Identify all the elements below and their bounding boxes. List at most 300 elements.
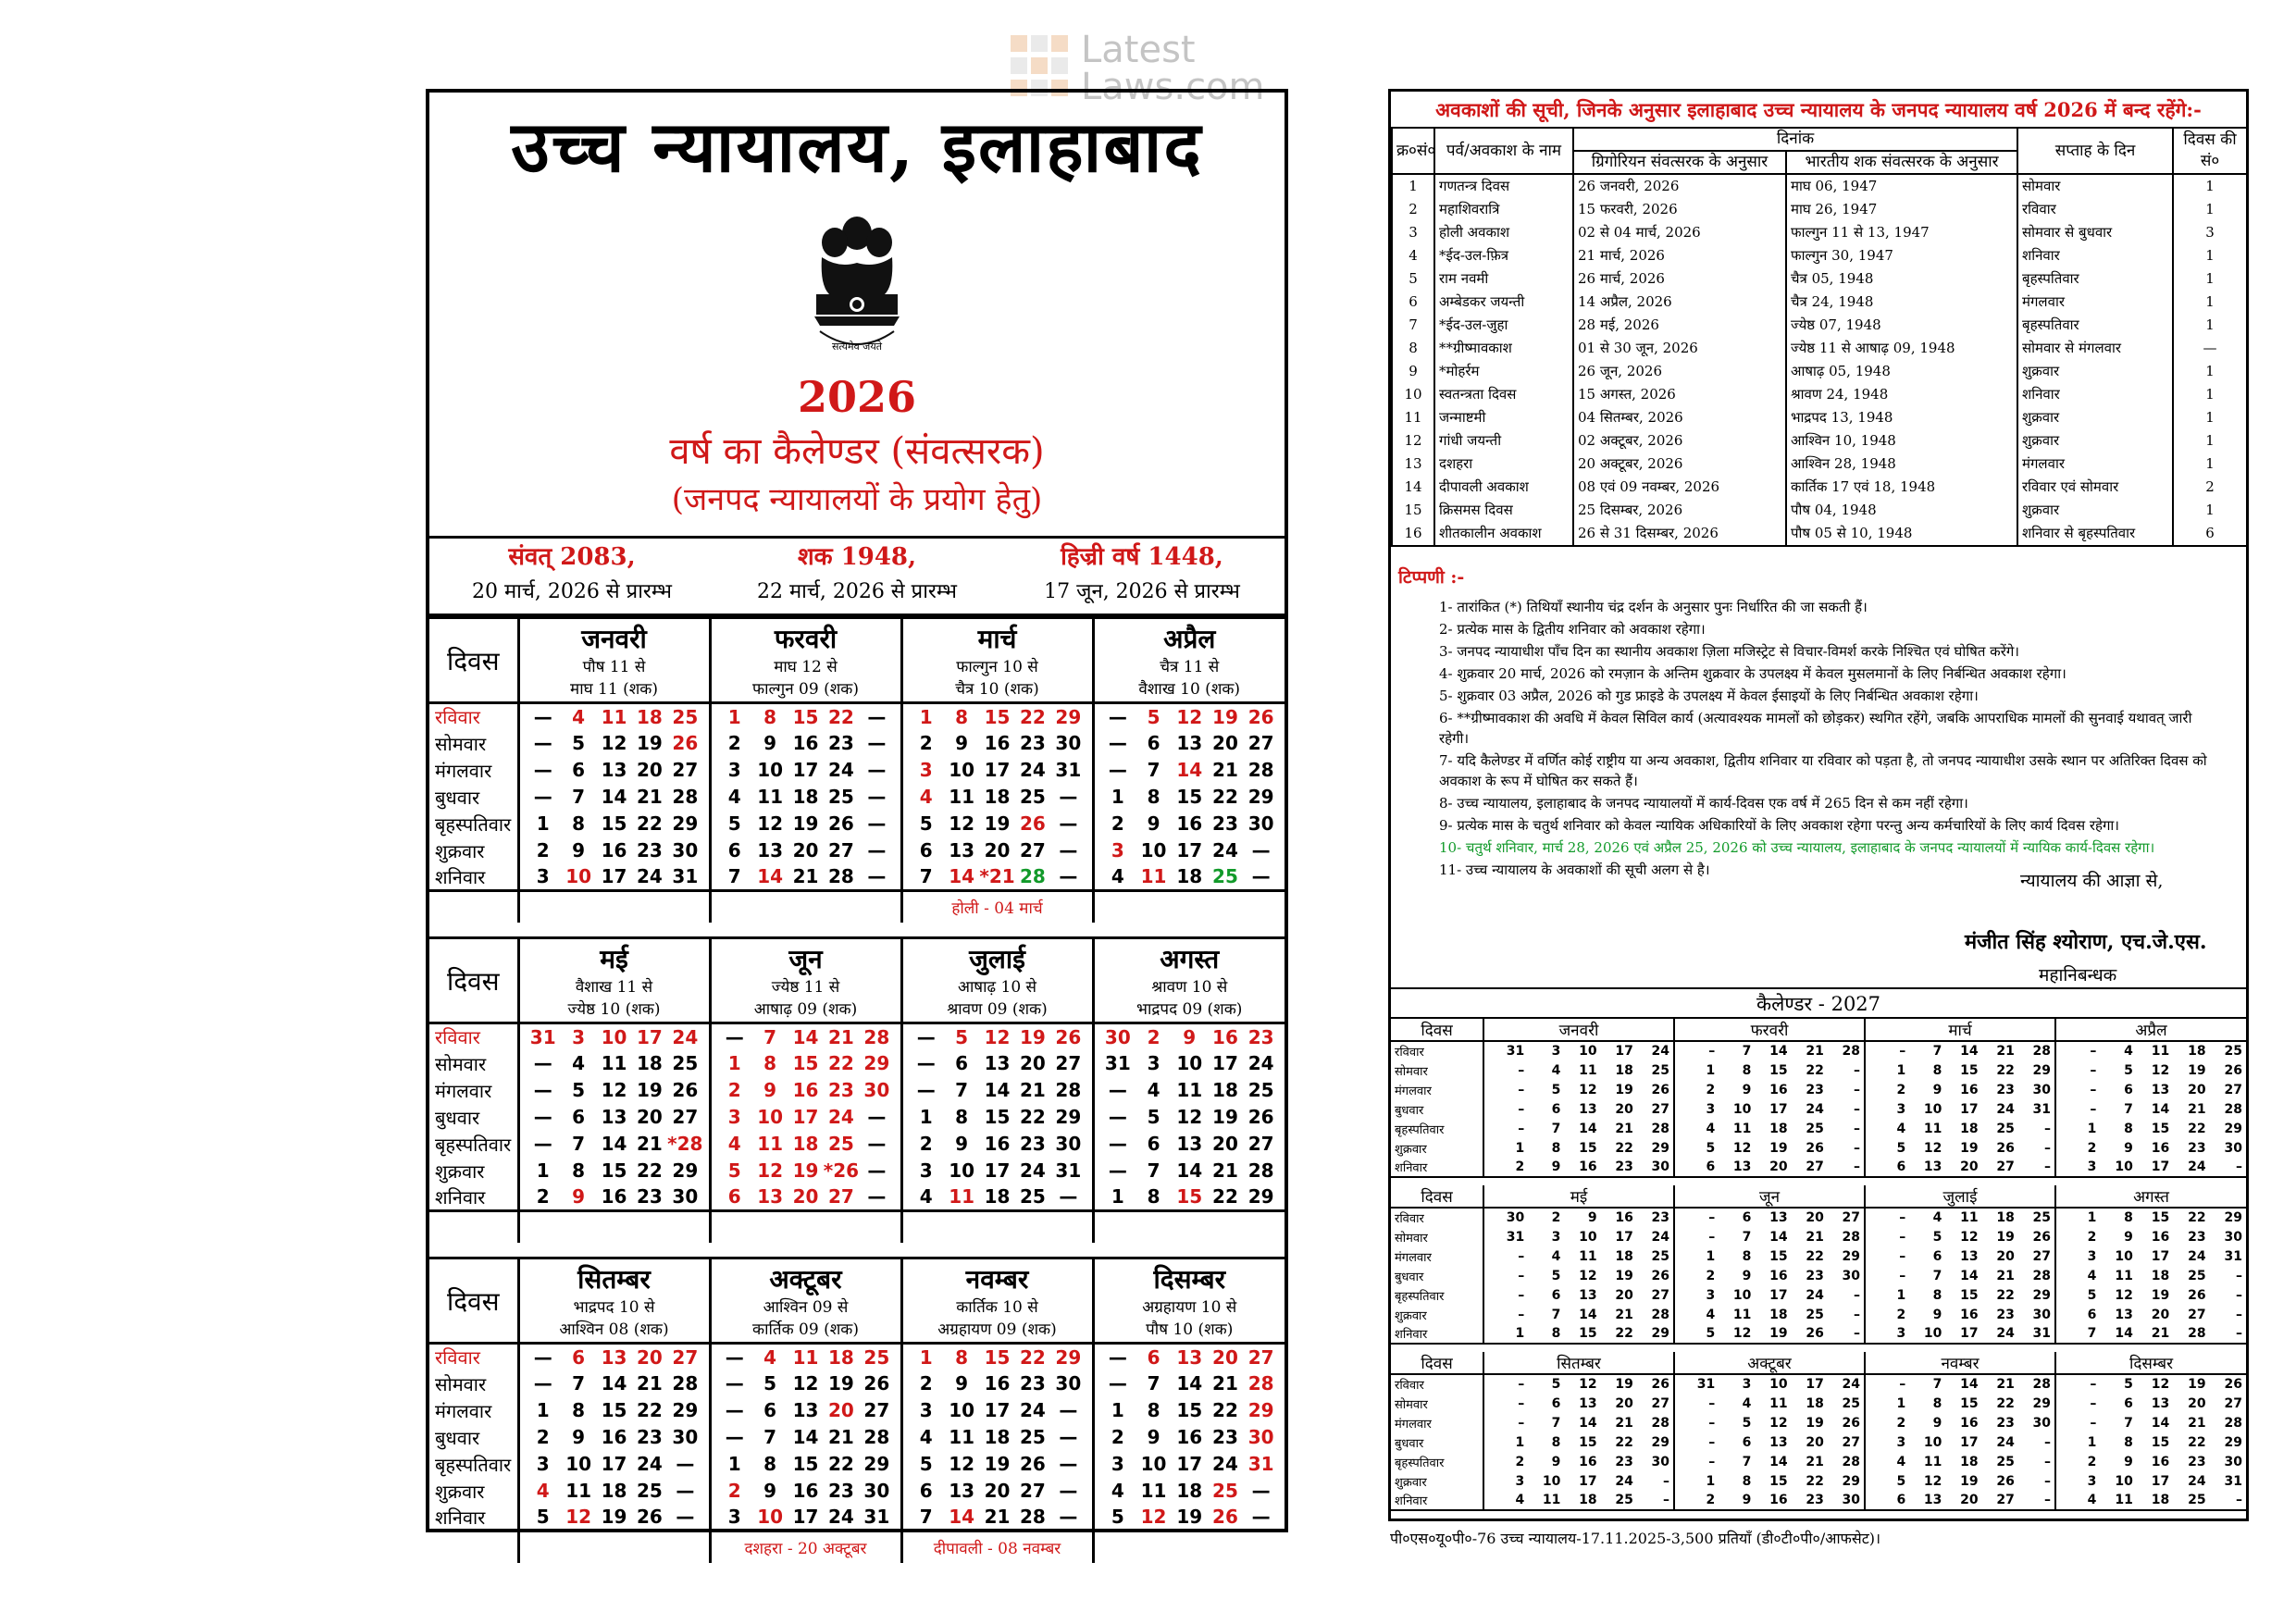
date-cell: 23 [637,1185,663,1209]
week-row [901,1424,1093,1451]
date-cell-2027: 2 [1896,1415,1906,1431]
date-cell: — [725,1426,744,1448]
holiday-serial: 16 [1392,522,1434,546]
date-cell: 20 [1212,1345,1238,1369]
holiday-saka-date: भाद्रपद 13, 1948 [1786,406,2017,429]
date-cell: 31 [672,865,699,888]
date-cell-2027: 12 [1769,1415,1788,1431]
date-cell: 18 [1176,1480,1203,1502]
date-cell: 29 [863,1453,890,1475]
date-cell: 24 [637,865,663,888]
week-row-2027 [1674,1413,1865,1432]
date-cell: 31 [529,1025,556,1048]
week-row-2027 [2055,1471,2246,1491]
date-cell: 1 [919,1345,933,1369]
holiday-gregorian-date: 14 अप्रैल, 2026 [1573,291,1786,314]
date-cell: — [1251,839,1271,862]
holiday-weekday: रविवार [2017,198,2173,221]
month-subtitle: चैत्र 11 से [1160,658,1220,676]
date-cell-2027: 8 [1742,1473,1752,1489]
date-cell-2027: 1 [1706,1062,1716,1078]
date-cell-2027: – [2044,1454,2052,1469]
week-row-2027 [1674,1324,1865,1344]
date-cell-2027: 19 [1960,1473,1979,1489]
date-cell: 8 [955,705,969,728]
holiday-row [1392,221,2247,244]
date-cell-2027: 7 [2087,1326,2097,1341]
date-cell: 3 [919,759,933,781]
week-row-2027 [1865,1208,2055,1227]
date-cell-2027: 31 [2224,1248,2243,1264]
watermark-line2: Laws.com [1081,66,1265,108]
week-row-2027 [2055,1246,2246,1266]
date-cell: 18 [637,705,663,728]
holiday-weekday: बृहस्पतिवार [2017,314,2173,337]
week-row-2027 [2055,1208,2246,1227]
weekday-label: बृहस्पतिवार [1391,1285,1483,1305]
date-cell: 20 [828,1399,854,1421]
date-cell-2027: 23 [1615,1454,1633,1469]
week-row-2027 [1483,1266,1674,1285]
holiday-weekday: शनिवार से बृहस्पतिवार [2017,522,2173,546]
date-cell-2027: 25 [2224,1044,2243,1059]
month-subtitle: माघ 12 से [774,658,838,676]
week-row [901,1184,1093,1211]
date-cell-2027: 30 [1506,1210,1525,1225]
week-row-2027 [1674,1138,1865,1158]
week-row [1093,864,1285,891]
date-cell: — [533,1106,552,1128]
date-cell-2027: 4 [1515,1493,1525,1507]
date-cell-2027: 26 [1996,1140,2015,1156]
date-cell-2027: – [1854,1326,1861,1341]
date-cell: 7 [727,865,741,888]
date-cell-2027: 5 [1742,1415,1752,1431]
date-cell: 11 [1140,865,1167,888]
week-row-2027 [2055,1158,2246,1177]
date-cell-2027: 27 [2224,1082,2243,1097]
date-cell-2027: 2 [1706,1268,1716,1283]
holiday-row [1392,314,2247,337]
holiday-days: 1 [2173,499,2247,522]
date-cell: 15 [984,1106,1011,1128]
date-cell: 30 [1055,732,1082,754]
date-cell-2027: – [2090,1082,2097,1097]
print-footer: पी०एस०यू०पी०-76 उच्च न्यायालय-17.11.2025-3,500 प्रतियाँ (डी०टी०पी०/आफसेट)। [1390,1530,1881,1547]
date-cell-2027: 11 [1923,1454,1942,1469]
date-cell-2027: 5 [1896,1473,1906,1489]
date-cell-2027: 25 [1806,1307,1824,1322]
week-row [710,864,901,891]
date-cell: — [867,759,887,781]
note-item: 5- शुक्रवार 03 अप्रैल, 2026 को गुड फ्राइडे के उपलक्ष्य में केवल ईसाइयों के लिए निर्बन्धित अवकाश रहेगा। [1439,688,1979,704]
date-cell-2027: 14 [1769,1044,1788,1059]
date-cell-2027: 5 [1551,1268,1561,1283]
date-cell: *28 [667,1133,703,1155]
date-cell: 18 [792,786,819,808]
date-cell: 14 [1176,1372,1203,1395]
holiday-days: 1 [2173,429,2247,452]
month-header [1093,1258,1285,1344]
date-cell: 5 [919,1453,933,1475]
week-row-2027 [2055,1227,2246,1246]
date-cell: 3 [572,1025,586,1048]
date-cell-2027: 15 [1579,1140,1597,1156]
week-row-2027 [1674,1041,1865,1060]
date-cell-2027: 26 [1651,1268,1670,1283]
date-cell: 1 [1111,786,1124,808]
date-cell-2027: 20 [1806,1434,1824,1450]
date-cell: 9 [955,1372,969,1395]
date-cell-2027: 22 [1996,1287,2015,1303]
holiday-days: 1 [2173,198,2247,221]
date-cell: 20 [792,1185,819,1209]
holiday-saka-date: कार्तिक 17 एवं 18, 1948 [1786,476,2017,499]
date-cell-2027: 11 [1960,1210,1979,1225]
date-cell: 13 [1176,1345,1203,1369]
month-header [518,938,710,1023]
date-cell: 25 [1212,1480,1238,1502]
date-cell: 22 [637,1399,663,1421]
holiday-gregorian-date: 02 से 04 मार्च, 2026 [1573,221,1786,244]
date-cell: 10 [1140,839,1167,862]
date-cell-2027: 28 [2032,1268,2052,1283]
date-cell: 13 [949,1480,975,1502]
week-row [518,703,710,730]
date-cell-2027: 17 [2151,1159,2170,1174]
date-cell-2027: – [1899,1229,1906,1245]
date-cell-2027: 26 [1842,1415,1861,1431]
note-item: 2- प्रत्येक मास के द्वितीय शनिवार को अवकाश रहेगा। [1439,621,1706,638]
date-cell: 27 [1247,1345,1274,1369]
date-cell-2027: 11 [1732,1307,1752,1322]
date-cell: 25 [637,1480,663,1502]
date-cell: 23 [828,1079,854,1101]
date-cell-2027: 14 [2115,1326,2133,1341]
date-cell-2027: 12 [1960,1229,1979,1245]
date-cell: — [867,705,887,728]
holiday-row [1392,476,2247,499]
date-cell-2027: 21 [1615,1307,1633,1322]
month-name-2027: जून [1674,1185,1865,1208]
week-row-2027 [1865,1080,2055,1099]
date-cell-2027: 16 [1769,1082,1788,1097]
date-cell: 26 [828,812,854,835]
era-samvat: संवत् 2083, 20 मार्च, 2026 से प्रारम्भ [472,543,672,603]
date-cell: — [916,1025,936,1048]
date-cell-2027: – [1899,1377,1906,1392]
date-cell-2027: 26 [1651,1377,1670,1392]
date-cell: 16 [984,732,1011,754]
month-name-2027: अगस्त [2055,1185,2246,1208]
week-row [518,1023,710,1050]
date-cell: 29 [863,1052,890,1074]
holiday-serial: 14 [1392,476,1434,499]
date-cell: 25 [828,1133,854,1155]
holiday-saka-date: माघ 06, 1947 [1786,174,2017,198]
weekday-label: सोमवार [1391,1060,1483,1080]
month-subtitle: फाल्गुन 09 (शक) [752,680,859,699]
date-cell: 31 [863,1506,890,1529]
date-cell-2027: 1 [1515,1434,1525,1450]
date-cell-2027: 23 [1615,1159,1633,1174]
month-header [518,1258,710,1344]
holiday-gregorian-date: 26 मार्च, 2026 [1573,267,1786,291]
date-cell: 14 [757,865,784,888]
month-note: दीपावली - 08 नवम्बर [901,1531,1093,1563]
date-cell-2027: – [1663,1493,1670,1507]
date-cell-2027: 17 [1960,1434,1979,1450]
date-cell: 5 [955,1025,969,1048]
date-cell: — [676,1506,695,1529]
date-cell-2027: 18 [1579,1493,1597,1507]
date-cell-2027: 8 [1932,1287,1942,1303]
date-cell: 22 [828,1453,854,1475]
date-cell: 29 [1055,1345,1082,1369]
week-row-2027 [1483,1432,1674,1452]
week-row [710,1397,901,1424]
month-subtitle: माघ 11 (शक) [570,680,658,699]
date-cell: 28 [1020,1506,1046,1529]
date-cell: 1 [727,1052,741,1074]
date-cell-2027: 11 [2115,1268,2133,1283]
holiday-gregorian-date: 26 से 31 दिसम्बर, 2026 [1573,522,1786,546]
date-cell-2027: 30 [2224,1229,2243,1245]
month-name: जून [788,944,823,974]
week-row [1093,757,1285,784]
date-cell-2027: – [2044,1434,2052,1450]
weekday-label: रविवार [1391,1374,1483,1394]
date-cell-2027: 4 [1551,1062,1561,1078]
date-cell: — [1059,1506,1078,1529]
date-cell: — [1251,1480,1271,1502]
date-cell: 11 [1176,1079,1203,1101]
week-row-2027 [1674,1208,1865,1227]
date-cell: 28 [1247,1159,1274,1182]
holiday-days: 1 [2173,452,2247,476]
date-cell-2027: 9 [1742,1082,1752,1097]
date-cell: 2 [727,1079,741,1101]
date-cell: 8 [763,1453,777,1475]
weekday-label: शनिवार [1391,1158,1483,1177]
week-row-2027 [1865,1119,2055,1138]
holiday-days: — [2173,337,2247,360]
date-cell-2027: 24 [1651,1229,1670,1245]
date-cell-2027: – [2044,1159,2052,1174]
holiday-saka-date: आश्विन 10, 1948 [1786,429,2017,452]
date-cell-2027: 22 [1806,1062,1824,1078]
date-cell-2027: 23 [2188,1140,2206,1156]
date-cell-2027: 2 [1706,1082,1716,1097]
date-cell-2027: 11 [2115,1493,2133,1507]
week-row-2027 [1483,1471,1674,1491]
date-cell-2027: 14 [1960,1044,1979,1059]
holiday-gregorian-date: 28 मई, 2026 [1573,314,1786,337]
date-cell-2027: 20 [1960,1159,1979,1174]
holiday-weekday: शनिवार [2017,244,2173,267]
date-cell-2027: 7 [1932,1268,1942,1283]
date-cell: 27 [1020,1480,1046,1502]
col-holiday-name: पर्व/अवकाश के नाम [1434,129,1573,174]
date-cell: — [1108,705,1127,728]
date-cell-2027: 8 [1932,1395,1942,1411]
date-cell: 23 [828,1480,854,1502]
date-cell: 17 [1176,1453,1203,1475]
date-cell-2027: 10 [1579,1044,1597,1059]
date-cell: 9 [572,1426,586,1448]
day-label: दिवस [1391,1185,1483,1208]
month-note [1093,1211,1285,1243]
date-cell: 3 [727,759,741,781]
date-cell-2027: 3 [2087,1248,2097,1264]
month-note [901,1211,1093,1243]
date-cell-2027: – [1708,1434,1716,1450]
date-cell-2027: 24 [1996,1326,2015,1341]
date-cell-2027: 28 [2224,1101,2243,1117]
week-row-2027 [1483,1413,1674,1432]
date-cell: 14 [984,1079,1011,1101]
week-row-2027 [2055,1041,2246,1060]
date-cell: 2 [727,732,741,754]
date-cell: 11 [757,786,784,808]
date-cell: — [1108,759,1127,781]
date-cell: 11 [1140,1480,1167,1502]
date-cell-2027: 30 [1651,1454,1670,1469]
date-cell-2027: 27 [1996,1493,2015,1507]
date-cell: 28 [863,1025,890,1048]
week-row [518,1344,710,1370]
holiday-gregorian-date: 26 जनवरी, 2026 [1573,174,1786,198]
date-cell-2027: 26 [1996,1473,2015,1489]
date-cell: 25 [672,1052,699,1074]
date-cell-2027: 27 [1806,1159,1824,1174]
date-cell-2027: 9 [1742,1493,1752,1507]
era-shaka: शक 1948, 22 मार्च, 2026 से प्रारम्भ [757,543,957,603]
date-cell-2027: 1 [1515,1326,1525,1341]
month-name-2027: जुलाई [1865,1185,2055,1208]
week-row-2027 [1865,1099,2055,1119]
holiday-name: *मोहर्रम [1434,360,1573,383]
date-cell: 16 [1176,812,1203,835]
month-name-2027: मार्च [1865,1019,2055,1041]
week-row [710,837,901,864]
date-cell-2027: 26 [1806,1326,1824,1341]
date-cell-2027: – [1663,1473,1670,1489]
holiday-gregorian-date: 25 दिसम्बर, 2026 [1573,499,1786,522]
week-row-2027 [2055,1099,2246,1119]
date-cell: 30 [863,1079,890,1101]
weekday-label: बृहस्पतिवार [429,811,518,837]
holiday-serial: 15 [1392,499,1434,522]
date-cell: 16 [984,1133,1011,1155]
date-cell: 11 [949,1426,975,1448]
date-cell: 14 [949,865,975,888]
date-cell-2027: 19 [1615,1268,1633,1283]
date-cell: 12 [757,1159,784,1182]
month-subtitle: फाल्गुन 10 से [956,658,1038,676]
weekday-label: बुधवार [429,1104,518,1131]
date-cell: 7 [955,1079,969,1101]
date-cell-2027: 11 [1732,1121,1752,1136]
date-cell-2027: – [1518,1062,1525,1078]
date-cell: 20 [637,1106,663,1128]
date-cell-2027: 23 [1996,1415,2015,1431]
week-row-2027 [1865,1413,2055,1432]
week-row-2027 [1674,1394,1865,1413]
weekday-label: रविवार [429,703,518,730]
holiday-row [1392,291,2247,314]
date-cell-2027: – [2044,1140,2052,1156]
weekday-label: सोमवार [429,1050,518,1077]
week-row-2027 [1483,1060,1674,1080]
date-cell-2027: 16 [1769,1268,1788,1283]
date-cell-2027: 11 [1923,1121,1942,1136]
date-cell: 7 [763,1426,777,1448]
note-item: 8- उच्च न्यायालय, इलाहाबाद के जनपद न्यायालयों में कार्य-दिवस एक वर्ष में 265 दिन से कम नहीं रहेगा। [1439,795,1968,812]
weekday-label: मंगलवार [1391,1080,1483,1099]
date-cell: 24 [1020,1159,1046,1182]
date-cell-2027: 17 [1769,1287,1788,1303]
date-cell: 27 [1247,732,1274,754]
date-cell-2027: 24 [2188,1159,2206,1174]
week-row-2027 [1674,1432,1865,1452]
date-cell-2027: 29 [1842,1248,1861,1264]
holiday-saka-date: चैत्र 24, 1948 [1786,291,2017,314]
holiday-serial: 11 [1392,406,1434,429]
date-cell-2027: 10 [1542,1473,1561,1489]
date-cell: 2 [1111,812,1124,835]
holiday-serial: 13 [1392,452,1434,476]
date-cell-2027: – [1518,1248,1525,1264]
date-cell: 31 [1104,1052,1131,1074]
holiday-serial: 10 [1392,383,1434,406]
date-cell: 17 [984,1159,1011,1182]
date-cell: 18 [984,786,1011,808]
date-cell-2027: 20 [1806,1210,1824,1225]
date-cell-2027: 4 [2087,1493,2097,1507]
month-name-2027: अप्रैल [2055,1019,2246,1041]
date-cell-2027: – [1518,1101,1525,1117]
date-cell: 19 [637,1079,663,1101]
date-cell: — [676,1453,695,1475]
holiday-weekday: शुक्रवार [2017,360,2173,383]
date-cell: 7 [1147,1372,1160,1395]
date-cell: 11 [792,1345,819,1369]
date-cell-2027: 9 [2124,1454,2133,1469]
week-row [901,1158,1093,1184]
date-cell: 27 [1247,1133,1274,1155]
date-cell: 21 [1212,1372,1238,1395]
date-cell: 11 [949,786,975,808]
month-note [518,1211,710,1243]
date-cell: 26 [1055,1025,1082,1048]
holiday-saka-date: आषाढ़ 05, 1948 [1786,360,2017,383]
date-cell: 22 [1212,1399,1238,1421]
date-cell: 6 [955,1052,969,1074]
col-weekday: सप्ताह के दिन [2017,129,2173,174]
date-cell: 14 [1176,759,1203,781]
week-row-2027 [1865,1305,2055,1324]
holiday-row [1392,452,2247,476]
week-row [1093,837,1285,864]
date-cell: 24 [1247,1052,1274,1074]
date-cell: — [1059,839,1078,862]
date-cell-2027: 26 [2224,1377,2243,1392]
date-cell: 24 [672,1025,699,1048]
date-cell: 20 [637,1345,663,1369]
date-cell-2027: 24 [2188,1248,2206,1264]
month-subtitle: वैशाख 10 (शक) [1138,680,1241,699]
